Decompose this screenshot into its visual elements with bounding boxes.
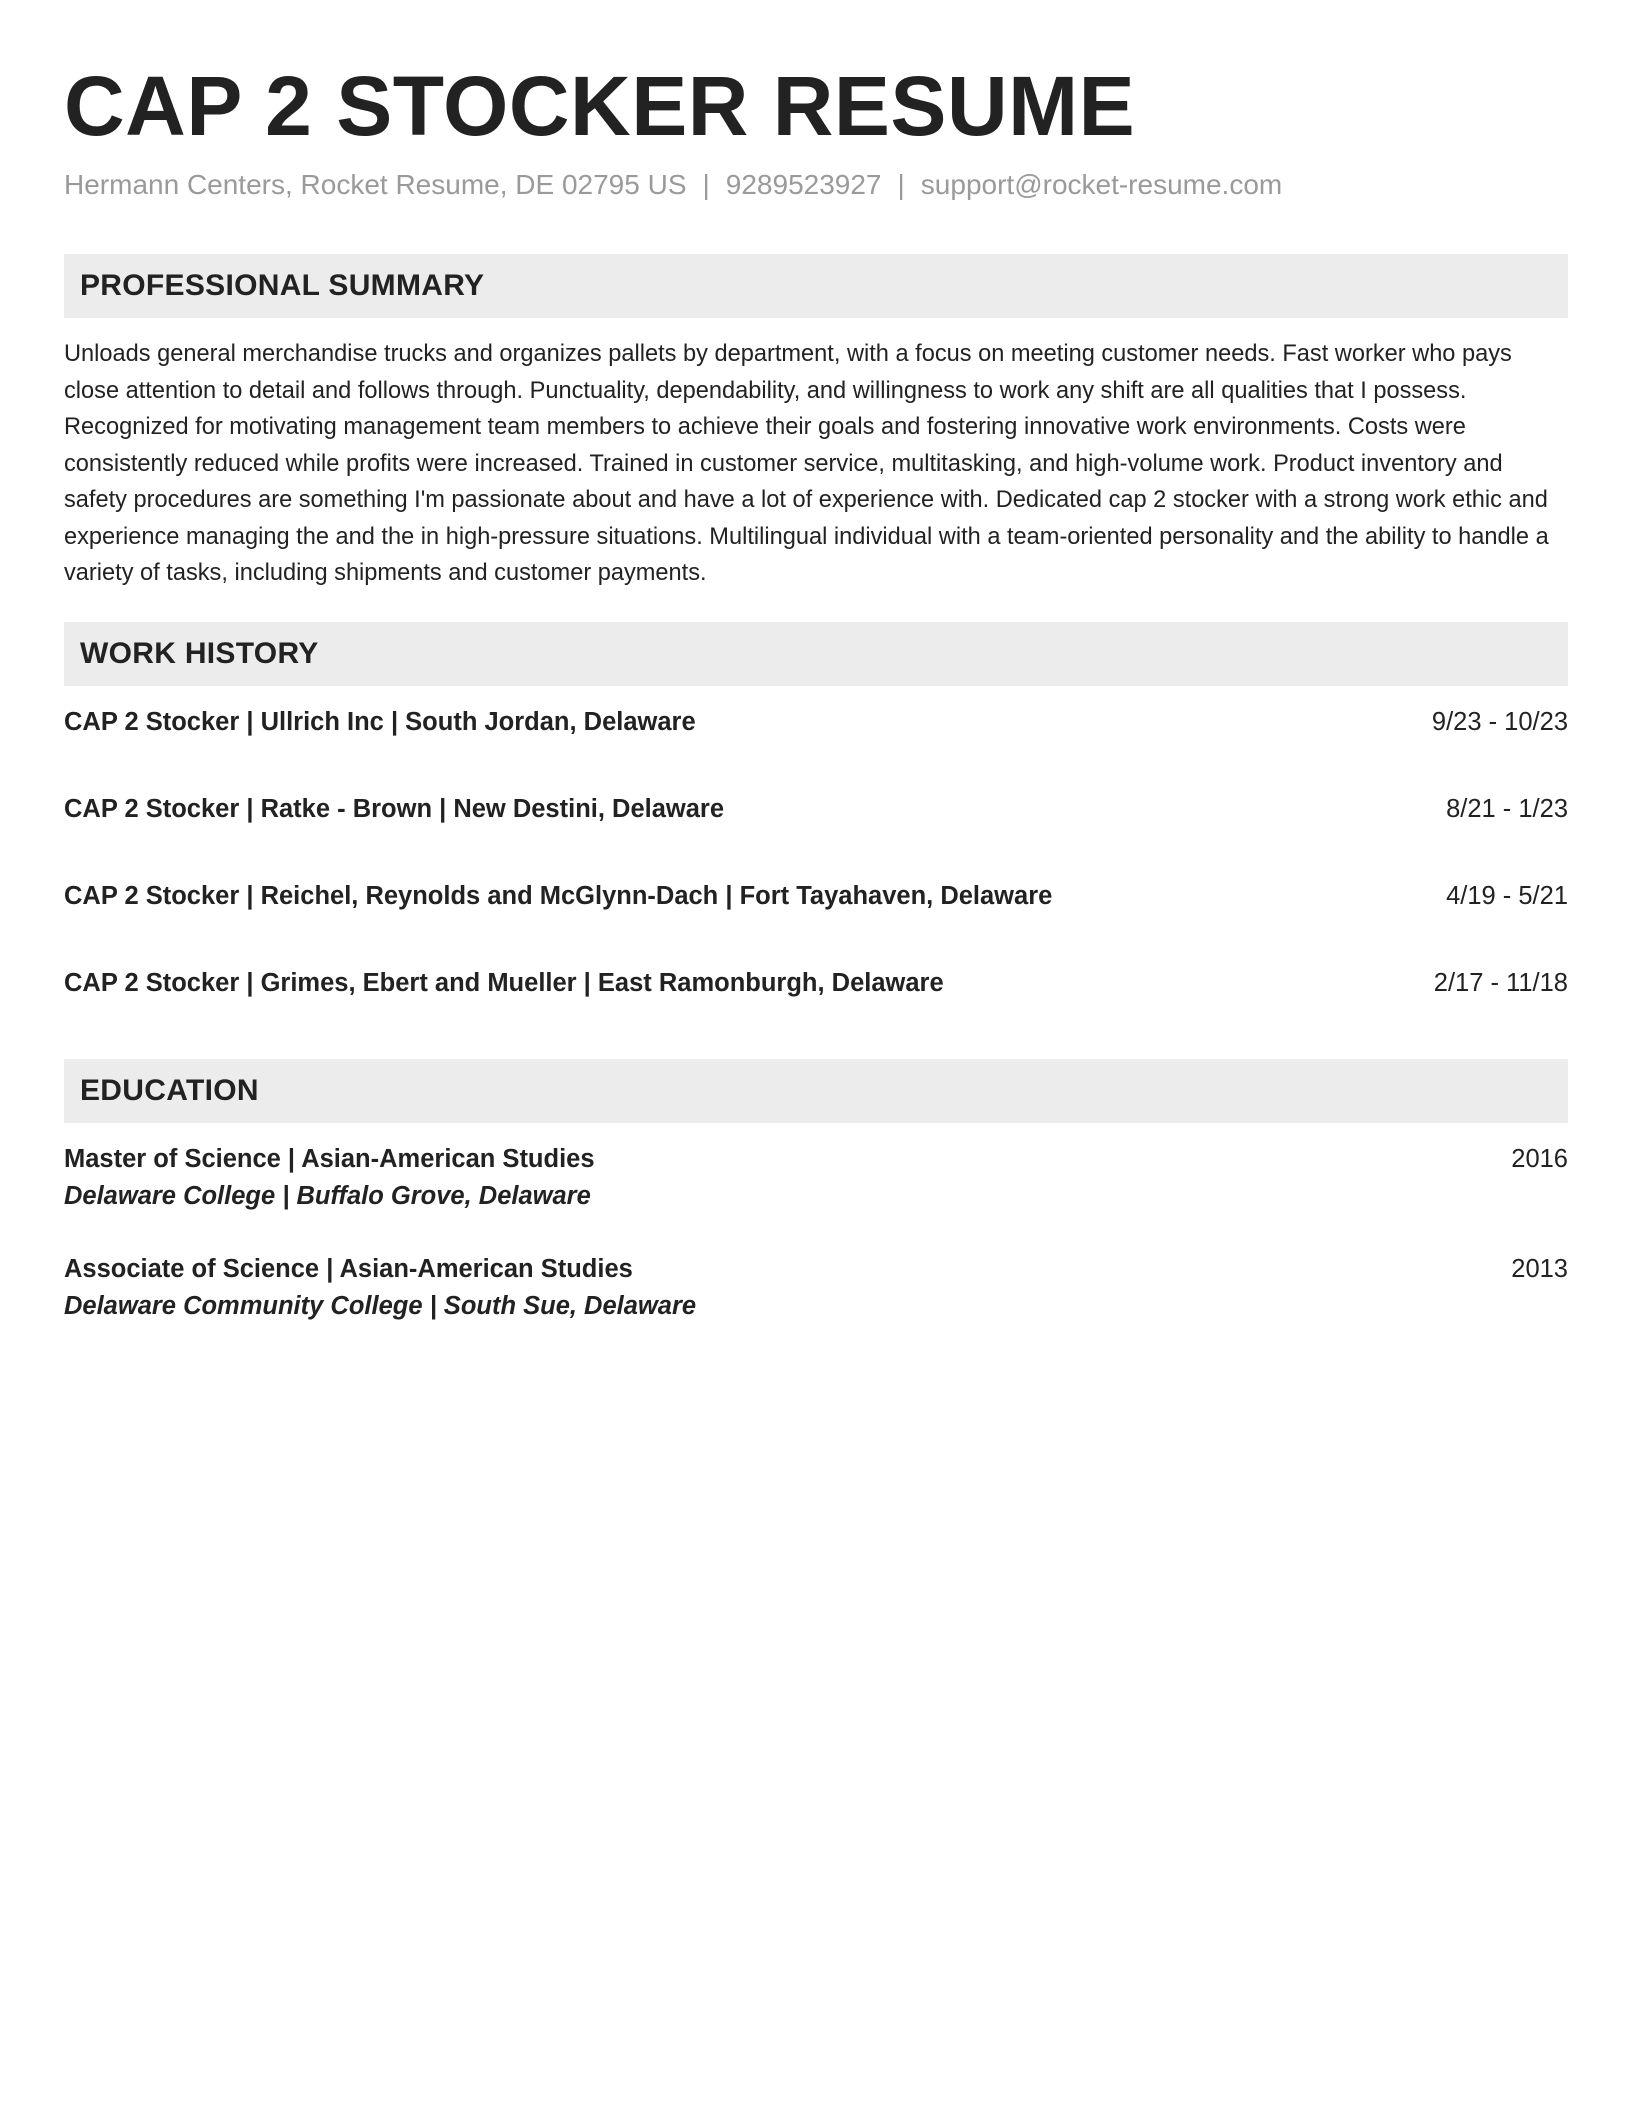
job-dates: 8/21 - 1/23 [1446,794,1568,823]
job-title: CAP 2 Stocker | Ullrich Inc | South Jordan, Delaware [64,707,696,736]
job-entry [64,878,1568,965]
job-entry [64,791,1568,878]
section-heading: EDUCATION [80,1073,259,1107]
contact-address: Hermann Centers, Rocket Resume, DE 02795 US [64,169,687,200]
job-title: CAP 2 Stocker | Grimes, Ebert and Mueller | East Ramonburgh, Delaware [64,968,944,997]
contact-line [64,168,1568,202]
contact-separator: | [897,169,905,200]
section-header-education [64,1059,1568,1123]
education-entry-top [64,1141,1568,1177]
education-entry-top [64,1251,1568,1287]
contact-email: support@rocket-resume.com [920,169,1283,200]
job-dates: 9/23 - 10/23 [1431,707,1568,736]
education-entry [64,1251,1568,1325]
job-entry [64,965,1568,1015]
job-dates: 2/17 - 11/18 [1433,968,1568,997]
education-year: 2016 [1511,1144,1568,1173]
section-heading: PROFESSIONAL SUMMARY [80,269,485,302]
education-degree: Associate of Science | Asian-American Studies [64,1254,633,1283]
job-entry [64,704,1568,791]
education-degree: Master of Science | Asian-American Studies [64,1144,595,1173]
contact-phone: 9289523927 [725,169,882,200]
education-entry [64,1141,1568,1215]
section-heading: WORK HISTORY [80,636,319,670]
contact-separator: | [702,169,710,200]
page-title: CAP 2 STOCKER RESUME [64,59,1136,153]
section-header-summary [64,254,1568,318]
job-list [64,704,1568,1015]
job-dates: 4/19 - 5/21 [1446,881,1568,910]
education-school: Delaware Community College | South Sue, Delaware [64,1291,697,1320]
education-list [64,1141,1568,1325]
job-title: CAP 2 Stocker | Reichel, Reynolds and McGlynn-Dach | Fort Tayahaven, Delaware [64,881,1053,910]
education-school: Delaware College | Buffalo Grove, Delaware [64,1181,591,1210]
summary-text: Unloads general merchandise trucks and organizes pallets by department, with a focus on meeting customer needs. Fast worker who pays close attention to detail and follows through. Punctuality, dependability, and willingness to work any shift are all qualities that I possess. Recognized for motivating management team members to achieve their goals and fostering innovative work environments. Costs were consistently reduced while profits were increased. Trained in customer service, multitasking, and high-volume work. Product inventory and safety procedures are something I'm passionate about and have a lot of experience with. Dedicated cap 2 stocker with a strong work ethic and experience managing the and the in high-pressure situations. Multilingual individual with a team-oriented personality and the ability to handle a variety of tasks, including shipments and customer payments. [64,341,1549,586]
section-header-work-history [64,622,1568,686]
job-title: CAP 2 Stocker | Ratke - Brown | New Destini, Delaware [64,794,725,823]
education-year: 2013 [1511,1254,1568,1283]
